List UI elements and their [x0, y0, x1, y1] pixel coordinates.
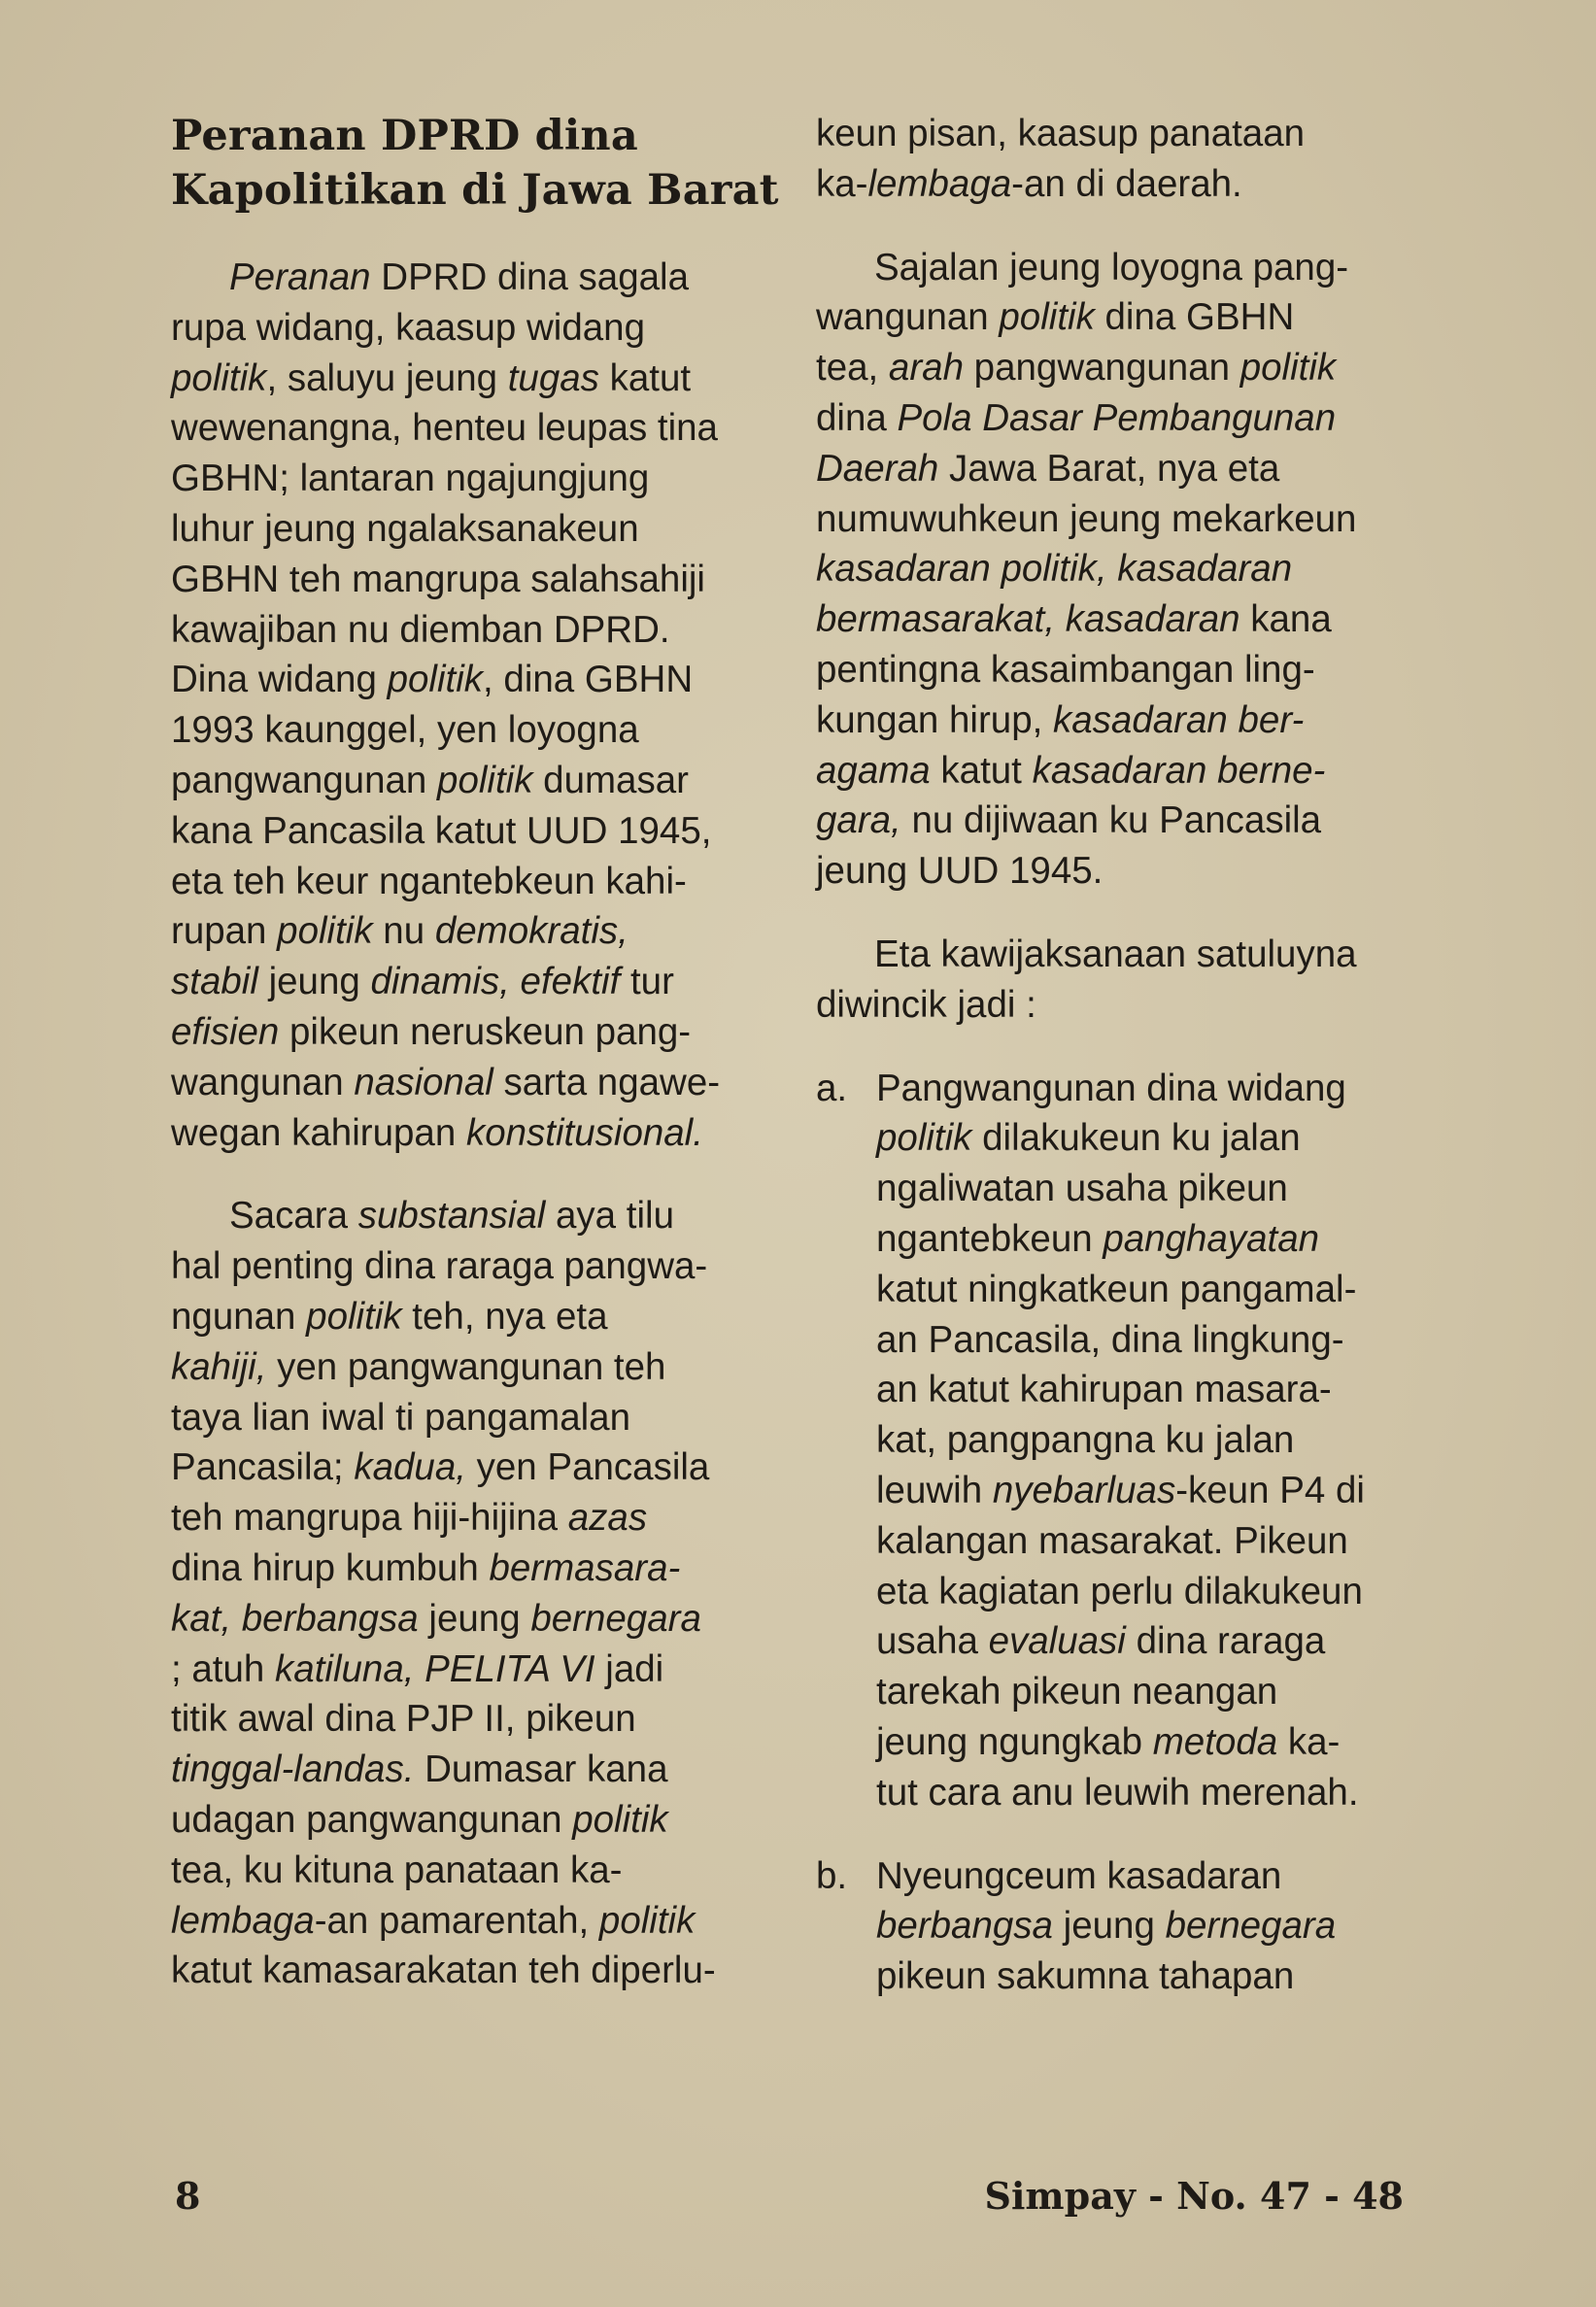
text-run: dina	[816, 396, 898, 439]
text-run: wangunan	[816, 296, 1000, 339]
italic-run: bernegara	[530, 1597, 701, 1640]
text-run: -an pamarentah,	[314, 1899, 599, 1942]
text-line	[816, 695, 1409, 746]
list-item-a	[816, 1064, 1409, 1818]
italic-run: politik	[1239, 347, 1337, 390]
text-run: tea,	[816, 347, 889, 390]
text-run: tarekah pikeun neangan	[876, 1671, 1278, 1713]
text-run: ngantebkeun	[876, 1217, 1104, 1260]
text-line	[171, 806, 768, 857]
text-line	[171, 1342, 768, 1393]
italic-run: politik	[387, 659, 484, 701]
italic-run: politik	[437, 759, 533, 801]
italic-run: agama	[816, 749, 931, 792]
italic-run: tugas	[507, 356, 599, 399]
text-run: jeung ngungkab	[876, 1720, 1153, 1763]
italic-run: demokratis,	[434, 910, 628, 953]
text-run: -keun P4 di	[1175, 1469, 1365, 1511]
text-run: ; atuh	[171, 1647, 276, 1690]
text-run: wangunan	[171, 1061, 355, 1103]
italic-run: Daerah	[816, 447, 939, 490]
text-run: , saluyu jeung	[266, 356, 508, 399]
list-item-text	[876, 1064, 1409, 1818]
text-line	[876, 1516, 1409, 1567]
text-line	[171, 655, 768, 705]
italic-run: konstitusional.	[465, 1111, 703, 1154]
text-run: kungan hirup,	[816, 698, 1054, 741]
text-run: katut kamasarakatan teh diperlu-	[171, 1950, 716, 1992]
text-line	[171, 253, 768, 303]
text-run: ngaliwatan usaha pikeun	[876, 1168, 1288, 1210]
text-line	[171, 1896, 768, 1947]
text-run: -an di daerah.	[1011, 162, 1242, 205]
text-run: numuwuhkeun jeung mekarkeun	[816, 497, 1357, 540]
text-run: katut	[930, 749, 1033, 792]
italic-run: lembaga	[171, 1899, 315, 1942]
text-line	[171, 906, 768, 957]
text-run: wewenangna, henteu leupas tina	[171, 407, 718, 450]
text-run: teh mangrupa hiji-hijina	[171, 1497, 568, 1540]
paragraph-continuation	[816, 109, 1409, 210]
text-run: Sacara	[229, 1195, 358, 1238]
text-run: teh, nya eta	[401, 1295, 608, 1338]
text-run: nu	[372, 910, 435, 953]
italic-run: lembaga	[867, 162, 1012, 205]
text-run: Dina widang	[171, 659, 388, 701]
italic-run: substansial	[357, 1195, 546, 1238]
text-line	[171, 1946, 768, 1996]
text-run: kana Pancasila katut UUD 1945,	[171, 809, 712, 852]
text-line	[171, 1442, 768, 1493]
list-item-text	[876, 1851, 1409, 2002]
text-run: eta teh keur ngantebkeun kahi-	[171, 860, 687, 902]
text-line	[171, 1846, 768, 1896]
text-line	[876, 1567, 1409, 1617]
text-run: ka-	[1277, 1720, 1341, 1763]
text-line	[171, 354, 768, 404]
text-line	[876, 1265, 1409, 1315]
text-run: jeung	[257, 961, 371, 1003]
paragraph-substansial	[171, 1191, 768, 1996]
text-run: katut	[598, 356, 692, 399]
text-line	[171, 555, 768, 605]
text-run: titik awal dina PJP II, pikeun	[171, 1698, 636, 1741]
text-line	[171, 1493, 768, 1544]
text-run: jeung	[1052, 1905, 1166, 1948]
text-run: yen Pancasila	[465, 1446, 710, 1489]
text-run: sarta ngawe-	[492, 1061, 721, 1103]
text-line	[876, 1901, 1409, 1951]
text-run: dina raraga	[1125, 1620, 1326, 1663]
page-number: 8	[175, 2174, 201, 2218]
italic-run: politik	[306, 1295, 402, 1338]
text-line	[171, 957, 768, 1007]
italic-run: bernegara	[1165, 1905, 1337, 1948]
text-run: pikeun neruskeun pang-	[279, 1010, 692, 1053]
italic-run: politik	[572, 1798, 668, 1841]
list-item-b	[816, 1851, 1409, 2002]
italic-run: dinamis, efektif	[370, 961, 621, 1003]
title-line: Kapolitikan di Jawa Barat	[171, 166, 779, 215]
text-run: jeung UUD 1945.	[816, 850, 1104, 893]
paragraph-kawijaksanaan	[816, 930, 1409, 1031]
text-line	[171, 1694, 768, 1745]
text-line	[171, 1007, 768, 1058]
italic-run: efisien	[171, 1010, 280, 1053]
italic-run: azas	[567, 1497, 648, 1540]
text-run: nu dijiwaan ku Pancasila	[900, 799, 1322, 842]
text-run: wegan kahirupan	[171, 1111, 466, 1154]
text-line	[171, 303, 768, 354]
text-line	[171, 1241, 768, 1292]
text-run: pangwangunan	[171, 759, 438, 801]
text-line	[816, 796, 1409, 846]
text-line	[171, 605, 768, 656]
text-line	[816, 746, 1409, 797]
text-line	[171, 454, 768, 504]
text-line	[876, 1768, 1409, 1818]
italic-run: nasional	[354, 1061, 493, 1103]
italic-run: kasadaran ber-	[1053, 698, 1305, 741]
text-line	[816, 292, 1409, 343]
italic-run: katiluna, PELITA VI	[275, 1647, 595, 1690]
text-line	[816, 594, 1409, 645]
text-line	[816, 930, 1409, 980]
text-line	[876, 1466, 1409, 1516]
text-run: Eta kawijaksanaan satuluyna	[874, 933, 1357, 975]
text-line	[876, 1164, 1409, 1214]
text-line	[171, 1795, 768, 1846]
text-run: dina GBHN	[1094, 296, 1295, 339]
text-run: yen pangwangunan teh	[266, 1345, 666, 1388]
text-run: taya lian iwal ti pangamalan	[171, 1396, 630, 1439]
italic-run: politik	[876, 1117, 972, 1160]
text-line	[876, 1667, 1409, 1717]
list-marker: a.	[816, 1067, 848, 1109]
text-line	[816, 494, 1409, 545]
text-run: ngunan	[171, 1295, 307, 1338]
italic-run: berbangsa	[876, 1905, 1053, 1948]
text-run: hal penting dina raraga pangwa-	[171, 1245, 708, 1288]
text-line	[171, 756, 768, 806]
text-line	[171, 1058, 768, 1108]
title-line: Peranan DPRD dina	[171, 112, 638, 160]
text-run: eta kagiatan perlu dilakukeun	[876, 1570, 1363, 1612]
text-line	[171, 1108, 768, 1159]
text-run: pentingna kasaimbangan ling-	[816, 648, 1315, 691]
italic-run: arah	[888, 347, 964, 390]
italic-run: evaluasi	[988, 1620, 1126, 1663]
text-line	[876, 1365, 1409, 1415]
italic-run: kadua,	[354, 1446, 466, 1489]
italic-run: bermasarakat, kasadaran	[816, 598, 1240, 641]
text-run: rupa widang, kaasup widang	[171, 306, 645, 349]
text-run: an Pancasila, dina lingkung-	[876, 1318, 1344, 1361]
text-run: pikeun sakumna tahapan	[876, 1955, 1295, 1998]
text-line	[171, 1191, 768, 1241]
text-line	[876, 1064, 1409, 1114]
italic-run: kasadaran politik, kasadaran	[816, 548, 1293, 591]
text-run: jeung	[418, 1597, 531, 1640]
text-run: ka-	[816, 162, 868, 205]
text-line	[171, 504, 768, 555]
italic-run: bermasara-	[489, 1546, 681, 1589]
italic-run: tinggal-landas.	[171, 1748, 415, 1791]
text-line	[876, 1851, 1409, 1902]
text-line	[816, 544, 1409, 594]
text-run: , dina GBHN	[483, 659, 694, 701]
text-run: kat, pangpangna ku jalan	[876, 1419, 1295, 1462]
italic-run: politik	[171, 356, 267, 399]
text-run: kana	[1239, 598, 1332, 641]
text-run: rupan	[171, 910, 278, 953]
publication-footer: Simpay - No. 47 - 48	[984, 2174, 1404, 2218]
text-line	[171, 1745, 768, 1795]
italic-run: nyebarluas	[992, 1469, 1176, 1511]
text-run: usaha	[876, 1620, 989, 1663]
text-line	[816, 645, 1409, 695]
paragraph-sajalan	[816, 243, 1409, 897]
text-line	[171, 1393, 768, 1443]
policy-list	[816, 1064, 1409, 2002]
text-run: katut ningkatkeun pangamal-	[876, 1268, 1357, 1310]
italic-run: gara,	[816, 799, 901, 842]
text-run: kalangan masarakat. Pikeun	[876, 1519, 1348, 1562]
italic-run: Pola Dasar Pembangunan	[897, 396, 1337, 439]
text-run: jadi	[594, 1647, 664, 1690]
text-run: tut cara anu leuwih merenah.	[876, 1771, 1359, 1814]
italic-run: kat, berbangsa	[171, 1597, 419, 1640]
text-line	[816, 243, 1409, 293]
text-run: an katut kahirupan masara-	[876, 1369, 1332, 1411]
text-run: 1993 kaunggel, yen loyogna	[171, 709, 639, 752]
text-line	[816, 343, 1409, 393]
italic-run: metoda	[1152, 1720, 1278, 1763]
text-line	[816, 980, 1409, 1031]
italic-run: kahiji,	[171, 1345, 267, 1388]
text-line	[876, 1616, 1409, 1667]
text-run: Dumasar kana	[414, 1748, 668, 1791]
list-marker: b.	[816, 1854, 848, 1897]
text-line	[876, 1214, 1409, 1265]
text-run: diwincik jadi :	[816, 983, 1036, 1026]
text-run: Nyeungceum kasadaran	[876, 1854, 1282, 1897]
text-line	[171, 1544, 768, 1594]
text-line	[816, 109, 1409, 159]
italic-run: kasadaran berne-	[1032, 749, 1326, 792]
text-line	[876, 1315, 1409, 1366]
text-line	[816, 846, 1409, 897]
text-run: tea, ku kituna panataan ka-	[171, 1849, 623, 1891]
text-line	[876, 1113, 1409, 1164]
text-run: GBHN teh mangrupa salahsahiji	[171, 558, 705, 600]
text-line	[816, 444, 1409, 494]
text-line	[876, 1415, 1409, 1466]
text-run: luhur jeung ngalaksanakeun	[171, 507, 639, 550]
text-line	[876, 1951, 1409, 2002]
italic-run: panghayatan	[1103, 1217, 1320, 1260]
text-line	[816, 393, 1409, 444]
text-run: GBHN; lantaran ngajungjung	[171, 458, 650, 500]
text-line	[171, 1594, 768, 1645]
text-run: DPRD dina sagala	[370, 256, 689, 298]
text-run: udagan pangwangunan	[171, 1798, 573, 1841]
text-line	[171, 1645, 768, 1695]
text-line	[171, 403, 768, 454]
text-run: dumasar	[532, 759, 689, 801]
text-run: aya tilu	[545, 1195, 674, 1238]
text-line	[876, 1717, 1409, 1768]
text-run: Jawa Barat, nya eta	[938, 447, 1280, 490]
text-line	[171, 857, 768, 907]
text-run: tur	[620, 961, 674, 1003]
text-run: pangwangunan	[963, 347, 1240, 390]
left-column	[171, 109, 779, 2029]
text-line	[171, 1292, 768, 1342]
italic-run: politik	[598, 1899, 696, 1942]
text-run: dina hirup kumbuh	[171, 1546, 490, 1589]
text-line	[171, 705, 768, 756]
text-run: Sajalan jeung loyogna pang-	[874, 246, 1349, 288]
italic-run: Peranan	[229, 256, 371, 298]
italic-run: stabil	[171, 961, 258, 1003]
text-run: dilakukeun ku jalan	[971, 1117, 1301, 1160]
text-run: keun pisan, kaasup panataan	[816, 113, 1306, 154]
italic-run: politik	[999, 296, 1095, 339]
paragraph-peranan	[171, 253, 768, 1158]
text-run: kawajiban nu diemban DPRD.	[171, 608, 670, 651]
text-run: Pangwangunan dina widang	[876, 1067, 1346, 1109]
text-run: leuwih	[876, 1469, 993, 1511]
article-title	[171, 109, 779, 218]
text-line	[816, 159, 1409, 210]
italic-run: politik	[277, 910, 373, 953]
text-run: Pancasila;	[171, 1446, 355, 1489]
right-column	[816, 109, 1409, 2035]
